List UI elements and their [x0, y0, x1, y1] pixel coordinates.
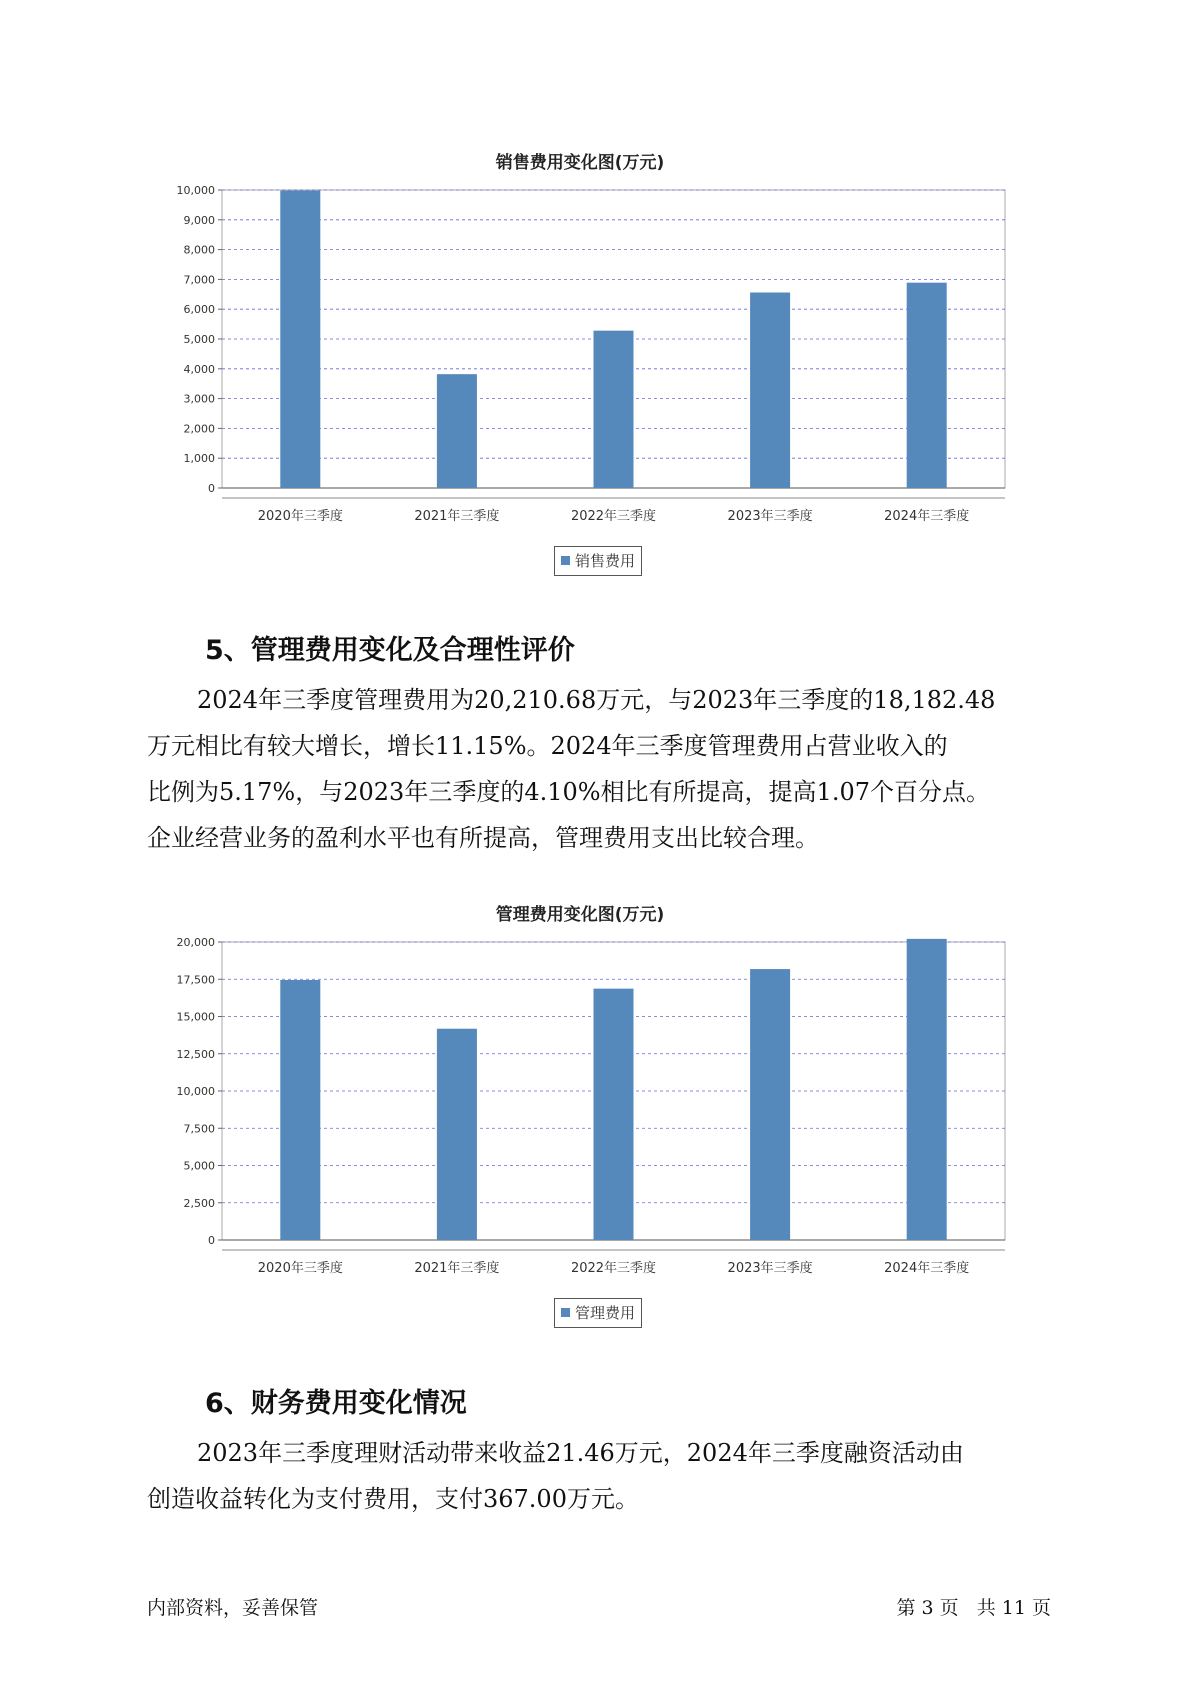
y-tick-label: 17,500: [176, 973, 215, 987]
y-tick-label: 9,000: [183, 213, 215, 227]
y-tick-label: 0: [208, 1234, 215, 1247]
x-tick-label: 2023年三季度: [727, 509, 813, 524]
x-tick-label: 2024年三季度: [884, 1261, 970, 1276]
bar: [280, 191, 320, 488]
legend-swatch: [561, 1308, 570, 1317]
y-tick-label: 3,000: [183, 392, 215, 406]
legend-label: 管理费用: [575, 1304, 636, 1322]
x-tick-label: 2021年三季度: [414, 509, 500, 524]
bar: [437, 374, 477, 488]
footer-page-number: 第 3 页 共 11 页: [896, 1597, 1051, 1619]
x-tick-label: 2024年三季度: [884, 509, 970, 524]
y-tick-label: 2,500: [183, 1196, 215, 1210]
x-tick-label: 2023年三季度: [727, 1261, 813, 1276]
chart-plot: [150, 180, 1010, 580]
footer-left: 内部资料，妥善保管: [147, 1597, 319, 1619]
y-tick-label: 15,000: [176, 1010, 215, 1024]
section-6-paragraph: [147, 1430, 1067, 1522]
section-6-heading: 6、财务费用变化情况: [205, 1388, 467, 1419]
paragraph-line: 2023年三季度理财活动带来收益21.46万元，2024年三季度融资活动由: [197, 1439, 964, 1467]
y-tick-label: 0: [208, 482, 215, 495]
x-tick-label: 2022年三季度: [570, 509, 657, 524]
y-tick-label: 10,000: [176, 1085, 215, 1098]
chart-title: 销售费用变化图(万元): [495, 153, 665, 173]
x-tick-label: 2021年三季度: [414, 1261, 500, 1276]
y-tick-label: 12,500: [176, 1047, 215, 1061]
y-tick-label: 10,000: [176, 184, 215, 197]
paragraph-line: 2024年三季度管理费用为20,210.68万元，与2023年三季度的18,182.48: [197, 686, 996, 714]
x-tick-label: 2022年三季度: [570, 1261, 657, 1276]
bar: [750, 293, 790, 488]
y-tick-label: 5,000: [183, 333, 215, 346]
admin-expense-chart: [150, 900, 1010, 1350]
chart-plot: [150, 932, 1010, 1332]
y-tick-label: 4,000: [183, 362, 215, 376]
y-tick-label: 7,000: [183, 273, 215, 287]
paragraph-line: 创造收益转化为支付费用，支付367.00万元。: [147, 1485, 639, 1513]
bar: [907, 283, 947, 488]
y-tick-label: 1,000: [183, 452, 215, 466]
chart-title: 管理费用变化图(万元): [495, 905, 665, 925]
paragraph-line: 企业经营业务的盈利水平也有所提高，管理费用支出比较合理。: [147, 824, 819, 852]
y-tick-label: 2,000: [183, 422, 215, 436]
bar: [594, 989, 634, 1240]
y-tick-label: 8,000: [183, 243, 215, 257]
bar: [280, 980, 320, 1240]
x-tick-label: 2020年三季度: [257, 509, 343, 524]
chart-legend: [554, 1298, 642, 1328]
y-tick-label: 6,000: [183, 303, 215, 317]
sales-expense-chart: [150, 140, 1010, 590]
legend-label: 销售费用: [575, 552, 636, 570]
chart-legend: [554, 546, 642, 576]
paragraph-line: 比例为5.17%，与2023年三季度的4.10%相比有所提高，提高1.07个百分点。: [147, 778, 990, 806]
x-tick-label: 2020年三季度: [257, 1261, 343, 1276]
y-tick-label: 5,000: [183, 1159, 215, 1173]
y-tick-label: 7,500: [183, 1122, 215, 1136]
section-5-heading: 5、管理费用变化及合理性评价: [205, 635, 575, 666]
legend-swatch: [561, 556, 570, 565]
bar: [907, 939, 947, 1240]
bar: [437, 1029, 477, 1240]
y-tick-label: 20,000: [176, 936, 215, 949]
section-5-paragraph: [147, 677, 1067, 861]
paragraph-line: 万元相比有较大增长，增长11.15%。2024年三季度管理费用占营业收入的: [147, 732, 948, 760]
bar: [594, 331, 634, 488]
bar: [750, 969, 790, 1240]
